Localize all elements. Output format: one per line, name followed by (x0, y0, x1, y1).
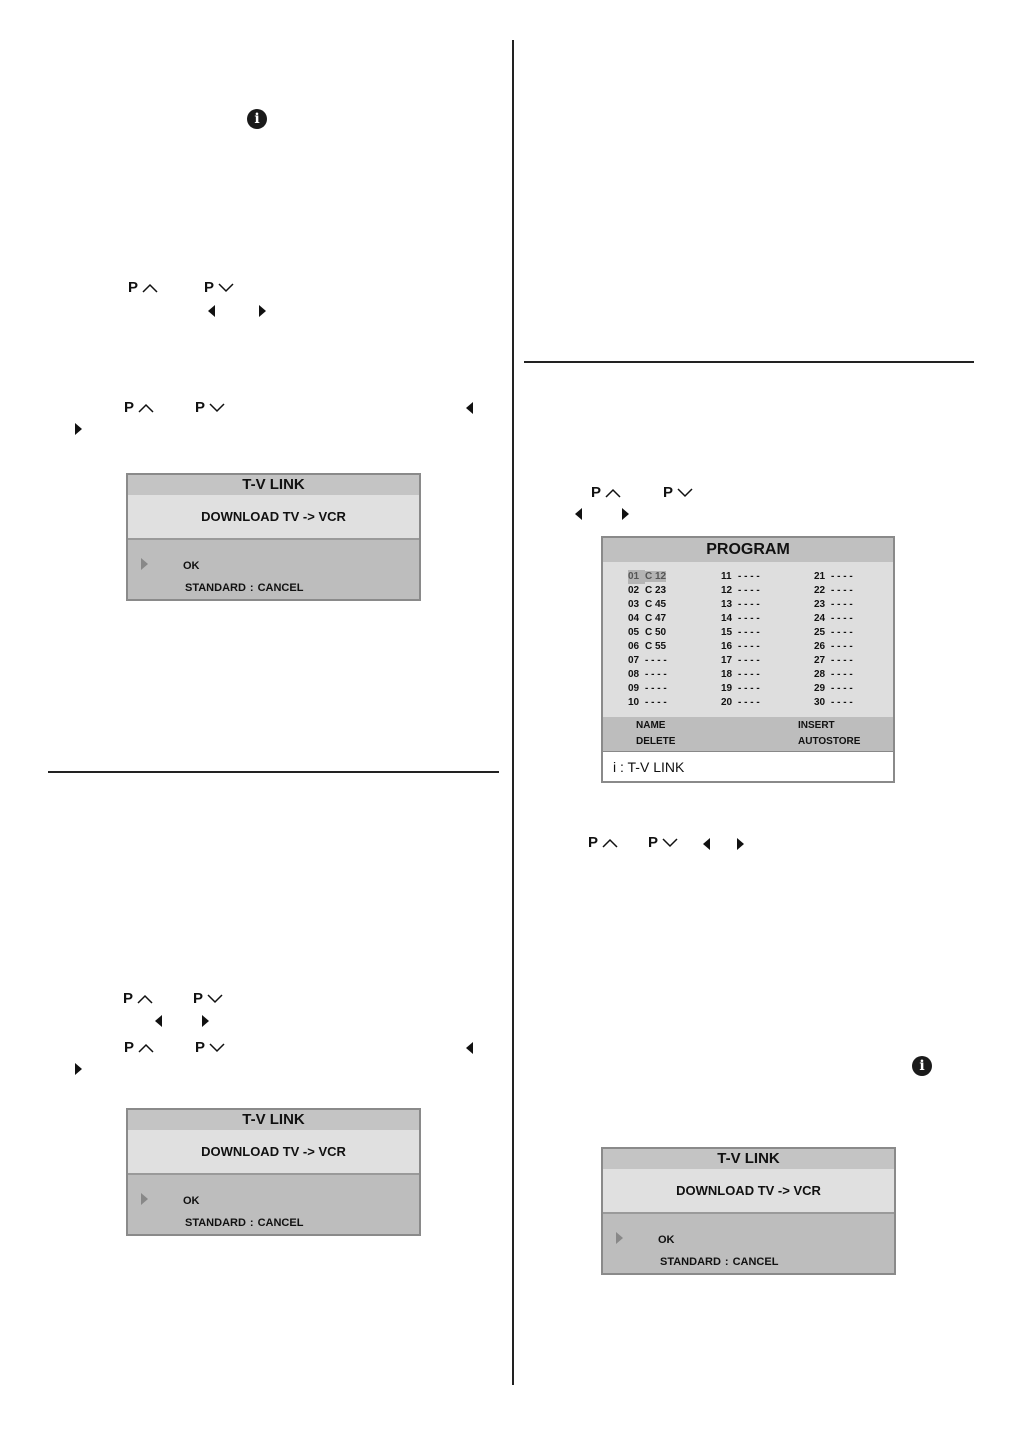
program-entry[interactable]: 04 C 47 (628, 613, 667, 624)
standard-label: STANDARD (660, 1256, 721, 1268)
program-entry[interactable]: 20 - - - - (721, 697, 760, 708)
right-arrow-icon (202, 1015, 209, 1027)
left-arrow-icon (208, 305, 215, 317)
dialog-title: T-V LINK (128, 475, 419, 495)
program-column (628, 570, 667, 710)
selection-arrow-icon (141, 558, 148, 570)
program-entry[interactable]: 16 - - - - (721, 641, 760, 652)
p-up-symbol: P (591, 485, 621, 501)
standard-cancel-option[interactable] (658, 1256, 780, 1268)
right-arrow-icon (622, 508, 629, 520)
cancel-label: CANCEL (257, 582, 304, 594)
program-entry[interactable]: 26 - - - - (814, 641, 853, 652)
p-down-symbol: P (195, 400, 225, 416)
p-down-symbol: P (193, 991, 223, 1007)
program-column (814, 570, 853, 710)
dialog-options (603, 1214, 894, 1273)
section-rule-right (524, 361, 974, 363)
program-entry[interactable]: 05 C 50 (628, 627, 667, 638)
chevron-down-icon (209, 1043, 225, 1053)
program-entry[interactable]: 12 - - - - (721, 585, 760, 596)
info-icon: i (247, 109, 267, 129)
chevron-up-icon (137, 994, 153, 1004)
separator: : (249, 1217, 254, 1229)
p-up-symbol: P (124, 400, 154, 416)
chevron-up-icon (605, 488, 621, 498)
p-up-symbol: P (128, 280, 158, 296)
ok-option[interactable]: OK (658, 1234, 675, 1246)
info-icon: i (912, 1056, 932, 1076)
program-entry[interactable]: 25 - - - - (814, 627, 853, 638)
autostore-option[interactable]: AUTOSTORE (798, 736, 861, 747)
insert-option[interactable]: INSERT (798, 720, 835, 731)
chevron-down-icon (207, 994, 223, 1004)
program-entry[interactable]: 08 - - - - (628, 669, 667, 680)
right-arrow-icon (75, 423, 82, 435)
chevron-down-icon (662, 838, 678, 848)
standard-cancel-option[interactable] (183, 1217, 305, 1229)
chevron-up-icon (142, 283, 158, 293)
p-up-symbol: P (124, 1040, 154, 1056)
program-column (721, 570, 760, 710)
p-down-symbol: P (204, 280, 234, 296)
p-down-symbol: P (648, 835, 678, 851)
dialog-options (128, 540, 419, 599)
program-dialog (601, 536, 895, 783)
program-grid (603, 562, 893, 717)
dialog-title: T-V LINK (128, 1110, 419, 1130)
left-arrow-icon (155, 1015, 162, 1027)
program-entry[interactable]: 15 - - - - (721, 627, 760, 638)
p-up-symbol: P (588, 835, 618, 851)
download-label: DOWNLOAD TV -> VCR (603, 1169, 894, 1214)
selection-arrow-icon (616, 1232, 623, 1244)
program-entry[interactable]: 21 - - - - (814, 571, 853, 582)
right-arrow-icon (737, 838, 744, 850)
chevron-up-icon (138, 403, 154, 413)
delete-option[interactable]: DELETE (636, 736, 676, 747)
chevron-up-icon (138, 1043, 154, 1053)
chevron-down-icon (209, 403, 225, 413)
tv-link-dialog (126, 1108, 421, 1236)
program-entry[interactable]: 13 - - - - (721, 599, 760, 610)
p-down-symbol: P (663, 485, 693, 501)
section-rule-left (48, 771, 499, 773)
program-entry[interactable]: 09 - - - - (628, 683, 667, 694)
download-label: DOWNLOAD TV -> VCR (128, 495, 419, 540)
chevron-down-icon (677, 488, 693, 498)
dialog-options (128, 1175, 419, 1234)
tv-link-dialog (126, 473, 421, 601)
program-options (603, 717, 893, 751)
program-entry[interactable]: 23 - - - - (814, 599, 853, 610)
program-entry[interactable]: 30 - - - - (814, 697, 853, 708)
program-entry[interactable]: 01 C 12 (628, 571, 667, 582)
standard-label: STANDARD (185, 582, 246, 594)
program-entry[interactable]: 18 - - - - (721, 669, 760, 680)
program-title: PROGRAM (603, 538, 893, 562)
separator: : (724, 1256, 729, 1268)
ok-option[interactable]: OK (183, 560, 200, 572)
left-arrow-icon (703, 838, 710, 850)
cancel-label: CANCEL (257, 1217, 304, 1229)
standard-cancel-option[interactable] (183, 582, 305, 594)
tv-link-dialog (601, 1147, 896, 1275)
p-up-symbol: P (123, 991, 153, 1007)
program-entry[interactable]: 02 C 23 (628, 585, 667, 596)
separator: : (249, 582, 254, 594)
program-entry[interactable]: 17 - - - - (721, 655, 760, 666)
program-entry[interactable]: 07 - - - - (628, 655, 667, 666)
right-arrow-icon (259, 305, 266, 317)
name-option[interactable]: NAME (636, 720, 666, 731)
program-entry[interactable]: 24 - - - - (814, 613, 853, 624)
program-entry[interactable]: 14 - - - - (721, 613, 760, 624)
program-entry[interactable]: 19 - - - - (721, 683, 760, 694)
p-down-symbol: P (195, 1040, 225, 1056)
program-entry[interactable]: 27 - - - - (814, 655, 853, 666)
chevron-down-icon (218, 283, 234, 293)
tv-link-hint: i : T-V LINK (603, 751, 893, 781)
selection-arrow-icon (141, 1193, 148, 1205)
chevron-up-icon (602, 838, 618, 848)
download-label: DOWNLOAD TV -> VCR (128, 1130, 419, 1175)
right-arrow-icon (75, 1063, 82, 1075)
left-arrow-icon (575, 508, 582, 520)
ok-option[interactable]: OK (183, 1195, 200, 1207)
cancel-label: CANCEL (732, 1256, 779, 1268)
program-entry[interactable]: 22 - - - - (814, 585, 853, 596)
column-divider (512, 40, 514, 1385)
program-entry[interactable]: 10 - - - - (628, 697, 667, 708)
program-entry[interactable]: 06 C 55 (628, 641, 667, 652)
dialog-title: T-V LINK (603, 1149, 894, 1169)
left-arrow-icon (466, 1042, 473, 1054)
program-entry[interactable]: 28 - - - - (814, 669, 853, 680)
program-entry[interactable]: 03 C 45 (628, 599, 667, 610)
standard-label: STANDARD (185, 1217, 246, 1229)
program-entry[interactable]: 29 - - - - (814, 683, 853, 694)
left-arrow-icon (466, 402, 473, 414)
program-entry[interactable]: 11 - - - - (721, 571, 760, 582)
